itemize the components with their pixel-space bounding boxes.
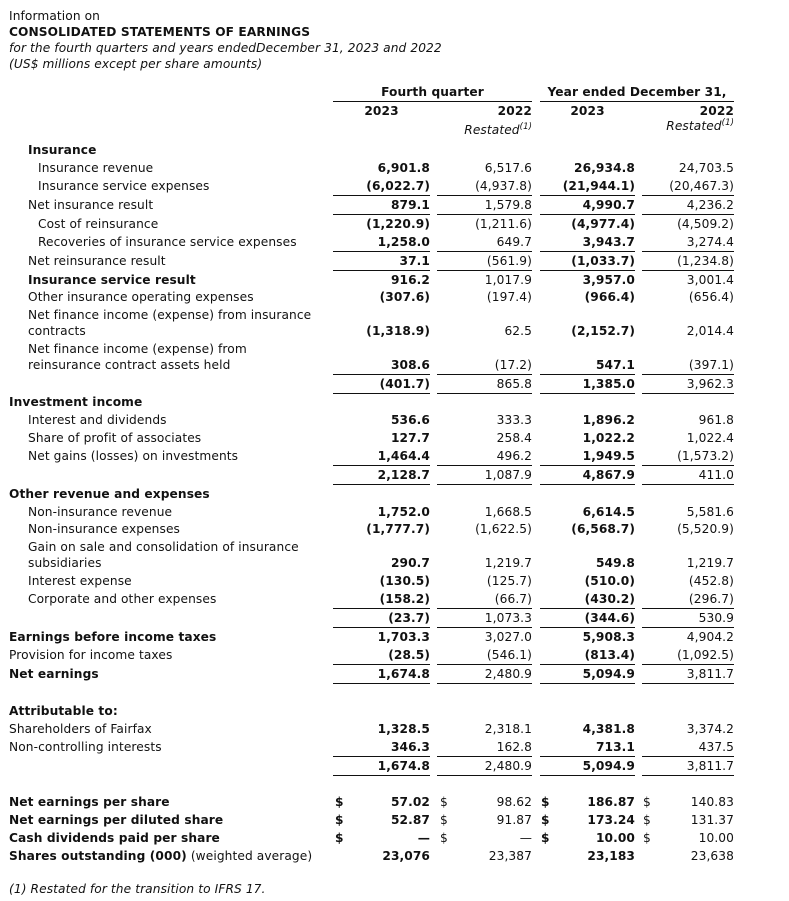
cell: 4,236.2 — [642, 196, 734, 215]
statement-units: (US$ millions except per share amounts) — [9, 57, 263, 71]
cell: 333.3 — [496, 413, 532, 427]
statement-title: CONSOLIDATED STATEMENTS OF EARNINGS — [9, 25, 311, 39]
cell: (28.5) — [333, 646, 430, 665]
cell: (966.4) — [584, 290, 635, 304]
cell: 530.9 — [642, 609, 734, 628]
cell: (21,944.1) — [540, 177, 635, 196]
column-q4-2022: 2022 — [497, 104, 532, 118]
cell: 437.5 — [642, 738, 734, 757]
cell: 1,579.8 — [437, 196, 532, 215]
cell: (401.7) — [333, 375, 430, 394]
cell: (397.1) — [642, 356, 734, 375]
cell: (656.4) — [688, 290, 734, 304]
cell: (452.8) — [688, 574, 734, 588]
cell: (344.6) — [540, 609, 635, 628]
cell: (6,022.7) — [333, 177, 430, 196]
restated-text: Restated — [666, 119, 722, 133]
cell: (66.7) — [437, 590, 532, 609]
row-label: Other insurance operating expenses — [28, 290, 254, 304]
cell: 2,318.1 — [484, 722, 532, 736]
cell: (4,977.4) — [571, 217, 635, 231]
table-row — [0, 322, 789, 340]
row-label: reinsurance contract assets held — [28, 358, 231, 372]
cell: 37.1 — [333, 252, 430, 271]
cell: 26,934.8 — [574, 161, 635, 175]
table-row — [0, 554, 789, 572]
table-row — [0, 628, 789, 646]
cell: 62.5 — [504, 324, 532, 338]
row-label: Recoveries of insurance service expenses — [38, 235, 297, 249]
row-label: Corporate and other expenses — [28, 592, 217, 606]
cell: 865.8 — [437, 375, 532, 394]
table-row — [0, 847, 789, 865]
cell: 3,811.7 — [642, 665, 734, 684]
cell: 1,668.5 — [484, 505, 532, 519]
subtotal-row — [0, 375, 789, 393]
table-row — [0, 252, 789, 270]
table-row — [0, 793, 789, 811]
cell: 24,703.5 — [678, 161, 734, 175]
cell: (158.2) — [333, 590, 430, 609]
cell: 1,896.2 — [582, 413, 635, 427]
row-label: Interest expense — [28, 574, 132, 588]
cell: (1,318.9) — [366, 324, 430, 338]
row-label: Cash dividends paid per share — [9, 831, 220, 845]
cell: 52.87 — [390, 813, 430, 827]
cell: 127.7 — [390, 431, 430, 445]
row-label: Net earnings per share — [9, 795, 170, 809]
cell: (5,520.9) — [677, 522, 734, 536]
row-label: Net reinsurance result — [28, 254, 166, 268]
cell: 5,581.6 — [686, 505, 734, 519]
currency-symbol: $ — [440, 831, 448, 845]
section-insurance — [0, 141, 789, 159]
cell: 879.1 — [333, 196, 430, 215]
row-label: Net insurance result — [28, 198, 154, 212]
cell: 186.87 — [587, 795, 635, 809]
cell: 496.2 — [437, 447, 532, 466]
cell: 5,094.9 — [540, 757, 635, 776]
currency-symbol: $ — [440, 813, 448, 827]
cell: (2,152.7) — [571, 324, 635, 338]
cell: (1,092.5) — [642, 646, 734, 665]
cell: 3,943.7 — [540, 233, 635, 252]
cell: (1,220.9) — [366, 217, 430, 231]
subtotal-row — [0, 609, 789, 627]
cell: (20,467.3) — [642, 177, 734, 196]
cell: (197.4) — [486, 290, 532, 304]
cell: 346.3 — [333, 738, 430, 757]
cell: 23,076 — [382, 849, 430, 863]
table-row — [0, 572, 789, 590]
cell: 4,381.8 — [582, 722, 635, 736]
cell: 23,638 — [690, 849, 734, 863]
column-q4-2023: 2023 — [364, 104, 399, 118]
table-row — [0, 159, 789, 177]
table-row — [0, 590, 789, 608]
cell: 3,957.0 — [582, 273, 635, 287]
cell: 162.8 — [437, 738, 532, 757]
cell: 547.1 — [540, 356, 635, 375]
cell: 1,022.2 — [582, 431, 635, 445]
cell: 649.7 — [437, 233, 532, 252]
restated-label — [642, 118, 734, 133]
cell: (813.4) — [540, 646, 635, 665]
cell: 6,517.6 — [484, 161, 532, 175]
cell: 4,990.7 — [540, 196, 635, 215]
cell: (130.5) — [379, 574, 430, 588]
cell: 57.02 — [390, 795, 430, 809]
row-label: Insurance service expenses — [38, 179, 210, 193]
cell: (510.0) — [584, 574, 635, 588]
cell: 98.62 — [496, 795, 532, 809]
currency-symbol: $ — [335, 831, 344, 845]
cell: 3,274.4 — [642, 233, 734, 252]
column-group-fourth-quarter: Fourth quarter — [381, 85, 484, 99]
cell: 1,258.0 — [333, 233, 430, 252]
cell: 411.0 — [642, 466, 734, 485]
cell: (1,622.5) — [475, 522, 532, 536]
footnote: (1) Restated for the transition to IFRS 17. — [9, 882, 266, 896]
cell: 2,480.9 — [437, 665, 532, 684]
row-label: Shareholders of Fairfax — [9, 722, 152, 736]
header-rule — [333, 101, 532, 102]
section-attributable — [0, 702, 789, 720]
row-label: Net finance income (expense) from — [28, 342, 247, 356]
cell: 536.6 — [390, 413, 430, 427]
table-row — [0, 177, 789, 195]
row-label: Non-insurance revenue — [28, 505, 173, 519]
cell: 1,017.9 — [484, 273, 532, 287]
table-row — [0, 411, 789, 429]
header-intro: Information on — [9, 9, 101, 23]
row-label: Net earnings per diluted share — [9, 813, 224, 827]
column-fy-2023: 2023 — [570, 104, 605, 118]
row-label: Net earnings — [9, 667, 99, 681]
currency-symbol: $ — [643, 795, 651, 809]
row-label: Non-controlling interests — [9, 740, 162, 754]
row-label: contracts — [28, 324, 86, 338]
table-row — [0, 646, 789, 664]
statement-period: for the fourth quarters and years endedDecember 31, 2023 and 2022 — [9, 41, 442, 55]
cell: (1,777.7) — [366, 522, 430, 536]
cell: (125.7) — [486, 574, 532, 588]
section-heading: Other revenue and expenses — [9, 487, 210, 501]
currency-symbol: $ — [643, 813, 651, 827]
cell: 1,219.7 — [484, 556, 532, 570]
cell: 1,328.5 — [377, 722, 430, 736]
row-label: Insurance service result — [28, 273, 196, 287]
row-label: Earnings before income taxes — [9, 630, 217, 644]
table-row — [0, 356, 789, 374]
row-label: Gain on sale and consolidation of insurance — [28, 540, 299, 554]
cell: 1,087.9 — [437, 466, 532, 485]
row-label: Net finance income (expense) from insurance — [28, 308, 312, 322]
restated-label — [437, 122, 532, 137]
cell: 1,674.8 — [333, 757, 430, 776]
table-row — [0, 829, 789, 847]
table-row — [0, 811, 789, 829]
cell: 3,374.2 — [686, 722, 734, 736]
cell: 2,014.4 — [686, 324, 734, 338]
cell: 290.7 — [390, 556, 430, 570]
cell: 3,027.0 — [484, 630, 532, 644]
cell: 1,703.3 — [377, 630, 430, 644]
currency-symbol: $ — [541, 795, 550, 809]
row-label: Share of profit of associates — [28, 431, 202, 445]
table-row — [0, 738, 789, 756]
cell: 1,385.0 — [540, 375, 635, 394]
row-label: Non-insurance expenses — [28, 522, 181, 536]
cell: — — [519, 831, 532, 845]
cell: 3,962.3 — [642, 375, 734, 394]
row-label: subsidiaries — [28, 556, 102, 570]
cell: (561.9) — [437, 252, 532, 271]
cell: (1,033.7) — [540, 252, 635, 271]
subtotal-row — [0, 757, 789, 775]
cell: 6,901.8 — [377, 161, 430, 175]
currency-symbol: $ — [541, 813, 550, 827]
table-row — [0, 215, 789, 233]
cell: (430.2) — [540, 590, 635, 609]
row-label: Provision for income taxes — [9, 648, 173, 662]
table-row — [0, 429, 789, 447]
currency-symbol: $ — [643, 831, 651, 845]
cell: 1,073.3 — [437, 609, 532, 628]
cell: 258.4 — [496, 431, 532, 445]
table-row — [0, 271, 789, 289]
currency-symbol: $ — [335, 795, 344, 809]
table-row — [0, 503, 789, 521]
column-group-year-ended: Year ended December 31, — [547, 85, 727, 99]
cell: 23,183 — [587, 849, 635, 863]
cell: (4,509.2) — [677, 217, 734, 231]
cell: 1,219.7 — [686, 556, 734, 570]
cell: (6,568.7) — [571, 522, 635, 536]
cell: 1,464.4 — [333, 447, 430, 466]
cell: 10.00 — [595, 831, 635, 845]
table-row — [0, 233, 789, 251]
cell: (17.2) — [437, 356, 532, 375]
footnote-ref: (1) — [721, 118, 734, 128]
cell: 5,908.3 — [582, 630, 635, 644]
row-label-bold: Shares outstanding (000) — [9, 849, 187, 863]
restated-text: Restated — [464, 123, 520, 137]
cell: (1,234.8) — [642, 252, 734, 271]
header-rule — [540, 101, 734, 102]
cell: — — [417, 831, 430, 845]
section-heading: Attributable to: — [9, 704, 118, 718]
cell: 1,674.8 — [333, 665, 430, 684]
currency-symbol: $ — [541, 831, 550, 845]
row-label: Cost of reinsurance — [38, 217, 159, 231]
cell: 4,867.9 — [540, 466, 635, 485]
section-other-revenue-expenses — [0, 485, 789, 503]
section-heading: Insurance — [28, 143, 97, 157]
cell: 713.1 — [540, 738, 635, 757]
cell: 23,387 — [488, 849, 532, 863]
cell: 3,001.4 — [686, 273, 734, 287]
table-row — [0, 196, 789, 214]
section-investment-income — [0, 393, 789, 411]
cell: (4,937.8) — [437, 177, 532, 196]
row-label: Interest and dividends — [28, 413, 167, 427]
cell: 6,614.5 — [582, 505, 635, 519]
cell: 1,022.4 — [686, 431, 734, 445]
currency-symbol: $ — [335, 813, 344, 827]
cell: (546.1) — [437, 646, 532, 665]
subtotal-row — [0, 466, 789, 484]
row-label: Insurance revenue — [38, 161, 154, 175]
table-row — [0, 720, 789, 738]
net-earnings-row — [0, 665, 789, 683]
row-label — [9, 847, 312, 865]
cell: 3,811.7 — [642, 757, 734, 776]
cell: 4,904.2 — [686, 630, 734, 644]
cell: 91.87 — [496, 813, 532, 827]
cell: (1,573.2) — [642, 447, 734, 466]
section-heading: Investment income — [9, 395, 143, 409]
cell: 2,480.9 — [437, 757, 532, 776]
cell: (296.7) — [642, 590, 734, 609]
cell: (23.7) — [333, 609, 430, 628]
row-label: Net gains (losses) on investments — [28, 449, 239, 463]
column-fy-2022: 2022 — [699, 104, 734, 118]
footnote-ref: (1) — [519, 122, 532, 132]
cell: 549.8 — [595, 556, 635, 570]
cell: 2,128.7 — [333, 466, 430, 485]
cell: 1,949.5 — [540, 447, 635, 466]
cell: 10.00 — [698, 831, 734, 845]
cell: (1,211.6) — [475, 217, 532, 231]
cell: 1,752.0 — [377, 505, 430, 519]
cell: (307.6) — [379, 290, 430, 304]
cell: 140.83 — [690, 795, 734, 809]
cell: 131.37 — [690, 813, 734, 827]
table-row — [0, 288, 789, 306]
cell: 308.6 — [333, 356, 430, 375]
cell: 173.24 — [587, 813, 635, 827]
table-row — [0, 520, 789, 538]
cell: 5,094.9 — [540, 665, 635, 684]
table-row — [0, 447, 789, 465]
cell: 961.8 — [698, 413, 734, 427]
currency-symbol: $ — [440, 795, 448, 809]
row-label-note: (weighted average) — [186, 849, 313, 863]
document-header — [9, 8, 442, 72]
cell: 916.2 — [390, 273, 430, 287]
